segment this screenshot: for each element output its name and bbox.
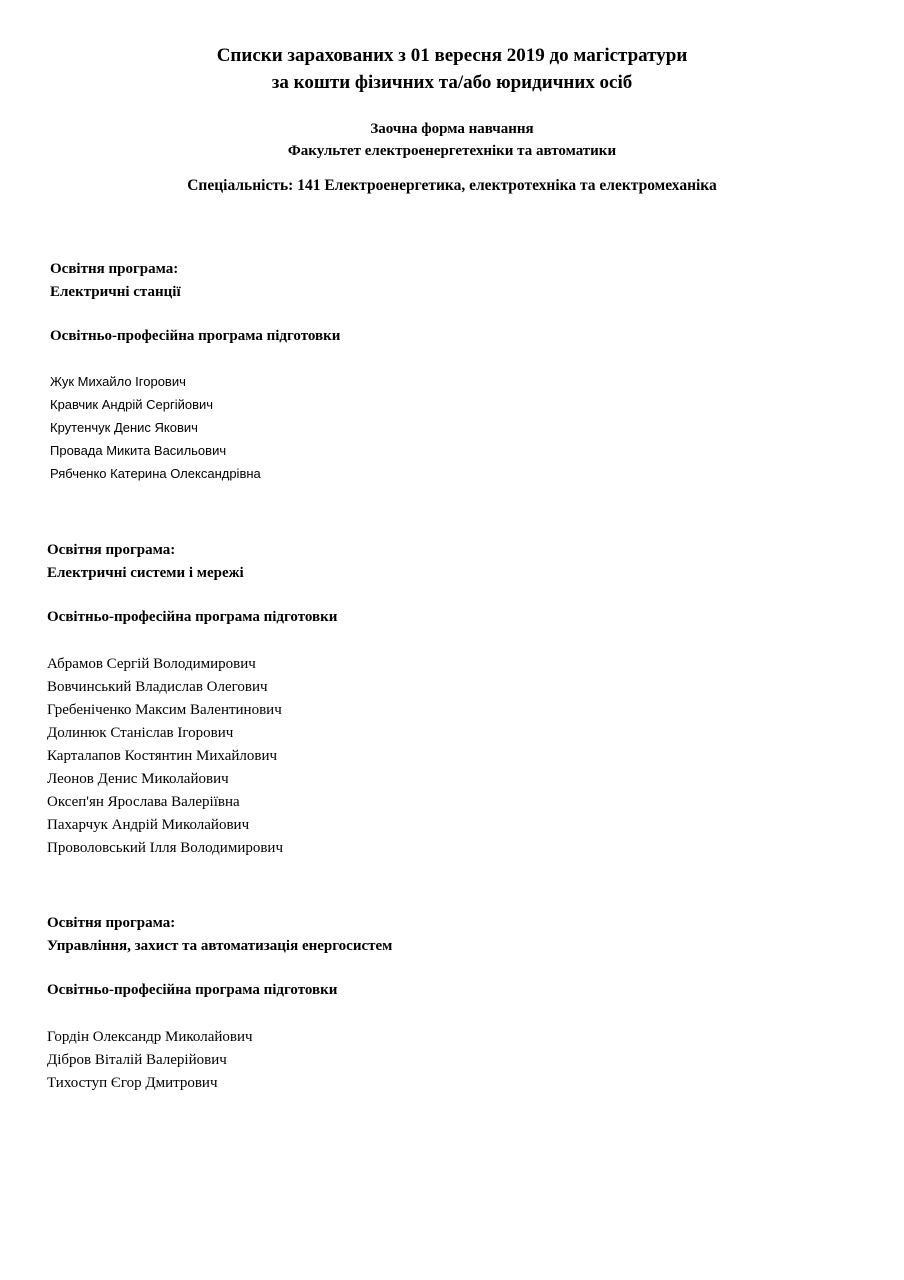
student-name: Крутенчук Денис Якович: [50, 420, 198, 435]
student-name: Проволовський Ілля Володимирович: [47, 840, 283, 856]
document-title-line-1: Списки зарахованих з 01 вересня 2019 до магістратури: [216, 45, 688, 66]
student-name: Леонов Денис Миколайович: [47, 771, 229, 787]
program-label: Освітня програма:: [47, 915, 176, 931]
study-form: Заочна форма навчання: [370, 121, 534, 137]
student-name: Жук Михайло Ігорович: [50, 374, 186, 389]
student-name: Кравчик Андрій Сергійович: [50, 397, 214, 412]
student-name: Рябченко Катерина Олександрівна: [50, 466, 261, 481]
document-title-line-2: за кошти фізичних та/або юридичних осіб: [271, 72, 633, 93]
student-name: Вовчинський Владислав Олегович: [47, 679, 268, 695]
student-name: Гребеніченко Максим Валентинович: [47, 702, 282, 718]
student-name: Абрамов Сергій Володимирович: [47, 656, 256, 672]
faculty-name: Факультет електроенергетехніки та автоматики: [287, 143, 617, 159]
student-name: Долинюк Станіслав Ігорович: [47, 725, 234, 741]
program-name: Електричні станції: [50, 284, 181, 300]
student-name: Провада Микита Васильович: [50, 443, 227, 458]
student-name: Дібров Віталій Валерійович: [47, 1052, 227, 1068]
student-name: Гордін Олександр Миколайович: [47, 1029, 253, 1045]
program-name: Управління, захист та автоматизація енергосистем: [47, 938, 393, 954]
student-list: [47, 1026, 253, 1095]
student-list: [47, 653, 283, 860]
program-type: Освітньо-професійна програма підготовки: [47, 982, 338, 998]
specialty: Спеціальність: 141 Електроенергетика, електротехніка та електромеханіка: [187, 177, 717, 194]
program-name: Електричні системи і мережі: [47, 565, 244, 581]
program-type: Освітньо-професійна програма підготовки: [47, 609, 338, 625]
program-type: Освітньо-професійна програма підготовки: [50, 328, 341, 344]
student-list: [50, 370, 261, 485]
student-name: Карталапов Костянтин Михайлович: [47, 748, 278, 764]
student-name: Пахарчук Андрій Миколайович: [47, 817, 250, 833]
program-label: Освітня програма:: [47, 542, 176, 558]
student-name: Оксеп'ян Ярослава Валеріївна: [47, 794, 240, 810]
program-label: Освітня програма:: [50, 261, 179, 277]
student-name: Тихоступ Єгор Дмитрович: [47, 1075, 218, 1091]
